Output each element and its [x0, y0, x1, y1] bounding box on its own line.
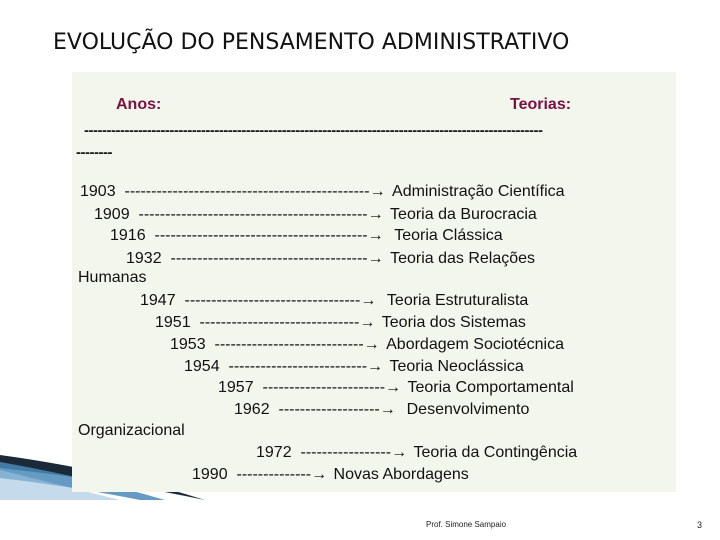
timeline-theory: Novas Abordagens [333, 466, 469, 483]
timeline-row [234, 400, 529, 420]
timeline-theory: Administração Científica [392, 183, 565, 200]
page-number: 3 [697, 520, 703, 530]
arrow-right-icon: → [379, 401, 396, 418]
timeline-row [126, 249, 535, 269]
arrow-right-icon: → [367, 358, 384, 375]
arrow-right-icon: → [367, 227, 384, 244]
header-rule-line-1: ------------------------------------------------------------------------------------------------------ [84, 122, 543, 139]
timeline-row [192, 465, 469, 485]
timeline-year: 1951 [155, 314, 191, 331]
timeline-row [218, 378, 574, 398]
timeline-dashes: ----------------------- [262, 379, 386, 396]
years-header: Anos: [116, 96, 162, 113]
arrow-right-icon: → [367, 206, 384, 223]
header-rule-line-2: -------- [76, 144, 112, 161]
continuation-humanas: Humanas [78, 269, 147, 286]
timeline-dashes: ----------------- [300, 444, 392, 461]
timeline-dashes: ---------------------------------------------- [124, 183, 370, 200]
timeline-theory: Teoria Estruturalista [382, 292, 529, 309]
timeline-dashes: -------------- [236, 466, 312, 483]
arrow-right-icon: → [367, 250, 384, 267]
timeline-theory: Teoria da Burocracia [390, 206, 537, 223]
timeline-theory: Teoria Clássica [390, 227, 503, 244]
timeline-dashes: ------------------------------------- [170, 250, 368, 267]
arrow-right-icon: → [369, 183, 386, 200]
timeline-year: 1962 [234, 401, 270, 418]
timeline-year: 1903 [80, 183, 116, 200]
timeline-row [140, 291, 528, 311]
timeline-dashes: ---------------------------------------- [154, 227, 368, 244]
timeline-dashes: ------------------- [278, 401, 380, 418]
arrow-right-icon: → [360, 292, 377, 309]
timeline-row [155, 313, 526, 333]
timeline-theory: Teoria dos Sistemas [381, 314, 526, 331]
timeline-dashes: --------------------------------- [184, 292, 361, 309]
footer-author: Prof. Simone Sampaio [426, 520, 507, 529]
timeline-theory: Teoria Comportamental [407, 379, 574, 396]
timeline-row [256, 443, 577, 463]
timeline-theory: Teoria Neoclássica [389, 358, 524, 375]
theories-header: Teorias: [510, 96, 572, 113]
timeline-dashes: ---------------------------- [214, 336, 364, 353]
timeline-theory: Abordagem Sociotécnica [386, 336, 565, 353]
timeline-dashes: ------------------------------------------- [138, 206, 368, 223]
timeline-row [170, 335, 564, 355]
timeline-row [110, 226, 503, 246]
timeline-year: 1909 [94, 206, 130, 223]
timeline-year: 1954 [184, 358, 220, 375]
continuation-organizacional: Organizacional [78, 422, 185, 439]
timeline-theory: Desenvolvimento [402, 401, 530, 418]
timeline-row [184, 357, 524, 377]
arrow-right-icon: → [391, 444, 408, 461]
timeline-year: 1990 [192, 466, 228, 483]
timeline-year: 1916 [110, 227, 146, 244]
timeline-year: 1972 [256, 444, 292, 461]
arrow-right-icon: → [359, 314, 376, 331]
timeline-row [80, 182, 565, 202]
arrow-right-icon: → [311, 466, 328, 483]
timeline-row [94, 205, 537, 225]
timeline-dashes: -------------------------- [228, 358, 368, 375]
timeline-year: 1957 [218, 379, 254, 396]
timeline-year: 1932 [126, 250, 162, 267]
timeline-year: 1947 [140, 292, 176, 309]
arrow-right-icon: → [385, 379, 402, 396]
timeline-dashes: ------------------------------ [199, 314, 360, 331]
timeline-year: 1953 [170, 336, 206, 353]
timeline-theory: Teoria das Relações [390, 250, 536, 267]
timeline-theory: Teoria da Contingência [413, 444, 578, 461]
page-title: EVOLUÇÃO DO PENSAMENTO ADMINISTRATIVO [53, 30, 570, 55]
arrow-right-icon: → [363, 336, 380, 353]
